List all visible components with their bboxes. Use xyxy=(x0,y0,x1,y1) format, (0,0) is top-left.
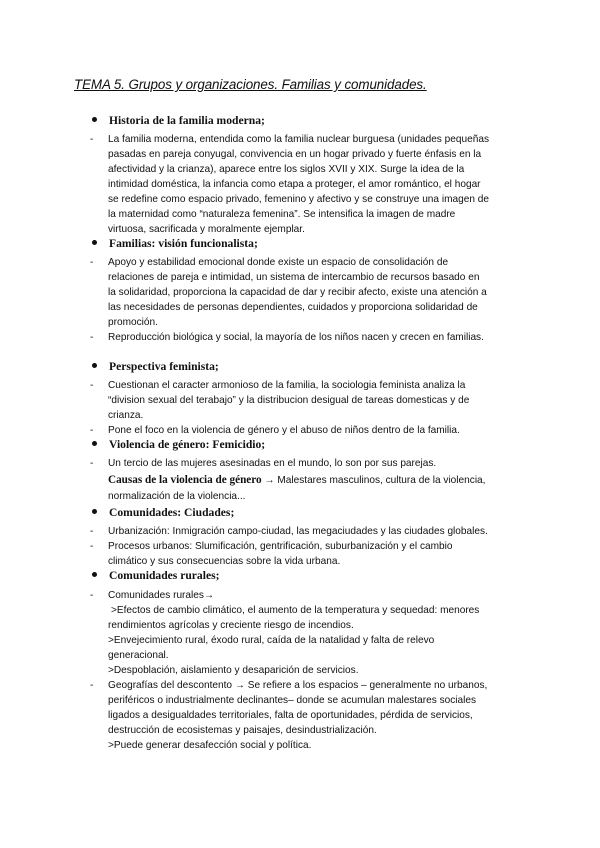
causes-label: Causas de la violencia de género xyxy=(108,474,262,486)
dash: - xyxy=(90,541,94,552)
text-line: climático y sus consecuencias sobre la vida urbana. xyxy=(108,556,341,567)
text-line: rendimientos agrícolas y creciente riesgo de incendios. xyxy=(108,620,354,631)
text-line: ligados a desigualdades territoriales, falta de oportunidades, pérdida de servicios, xyxy=(108,710,473,721)
section-heading: Historia de la familia moderna; xyxy=(92,114,265,127)
dash: - xyxy=(90,380,94,391)
text-line: la solidaridad, proporciona la capacidad de dar y recibir afecto, existe una atención a xyxy=(108,287,487,298)
dash: - xyxy=(90,257,94,268)
text-line: Pone el foco en la violencia de género y el abuso de niños dentro de la familia. xyxy=(108,425,460,436)
text-line: >Despoblación, aislamiento y desaparición de servicios. xyxy=(108,665,359,676)
bullet-icon xyxy=(92,509,97,514)
dash: - xyxy=(90,590,94,601)
section-heading: Violencia de género: Femicidio; xyxy=(92,438,265,451)
bullet-icon xyxy=(92,572,97,577)
dash: - xyxy=(90,134,94,145)
text-line: “division sexual del terabajo” y la distribucion desigual de tareas domesticas y de xyxy=(108,395,470,406)
bullet-icon xyxy=(92,117,97,122)
text-line: crianza. xyxy=(108,410,144,421)
text-line: generacional. xyxy=(108,650,169,661)
text-line: Cuestionan el caracter armonioso de la familia, la sociologia feminista analiza la xyxy=(108,380,466,391)
section-heading: Comunidades rurales; xyxy=(92,569,219,582)
text-line: Comunidades rurales→ xyxy=(108,590,215,601)
dash: - xyxy=(90,458,94,469)
bullet-icon xyxy=(92,240,97,245)
text-line: pasadas en pareja conyugal, convivencia en un hogar privado y fuerte énfasis en la xyxy=(108,149,482,160)
text-line: Geografías del descontento → Se refiere a los espacios – generalmente no urbanos, xyxy=(108,680,488,691)
text-line: >Puede generar desafección social y política. xyxy=(108,740,312,751)
text-line: relaciones de pareja e intimidad, un sistema de intercambio de recursos basado en xyxy=(108,272,480,283)
dash: - xyxy=(90,680,94,691)
causes-line xyxy=(108,473,485,489)
text-line: periféricos o industrialmente declinantes– donde se acumulan malestares sociales xyxy=(108,695,477,706)
text-line: virtuosa, sacrificada y moralmente ejemplar. xyxy=(108,224,305,235)
text-line: Apoyo y estabilidad emocional donde existe un espacio de consolidación de xyxy=(108,257,449,268)
causes-text: → Malestares masculinos, cultura de la violencia, xyxy=(264,475,486,486)
section-heading: Familias: visión funcionalista; xyxy=(92,237,258,250)
text-line: destrucción de ecosistemas y paisajes, desindustrialización. xyxy=(108,725,377,736)
text-line: Un tercio de las mujeres asesinadas en el mundo, lo son por sus parejas. xyxy=(108,458,437,469)
dash: - xyxy=(90,425,94,436)
text-line: las necesidades de personas dependientes, cuidados y proporciona solidaridad de xyxy=(108,302,478,313)
text-line: promoción. xyxy=(108,317,158,328)
text-line: intimidad doméstica, la infancia como etapa a proteger, el amor romántico, el hogar xyxy=(108,179,481,190)
bullet-icon xyxy=(92,441,97,446)
text-line: se redefine como espacio privado, femenino y afectivo y se construye una imagen de xyxy=(108,194,489,205)
text-line: Reproducción biológica y social, la mayoría de los niños nacen y crecen en familias. xyxy=(108,332,484,343)
section-heading: Comunidades: Ciudades; xyxy=(92,506,234,519)
text-line: Urbanización: Inmigración campo-ciudad, las megaciudades y las ciudades globales. xyxy=(108,526,488,537)
page-title: TEMA 5. Grupos y organizaciones. Familias y comunidades. xyxy=(74,77,427,92)
text-line: Procesos urbanos: Slumificación, gentrificación, suburbanización y el cambio xyxy=(108,541,453,552)
text-line: afectividad y la crianza), aparece entre los siglos XVII y XIX. Surge la idea de la xyxy=(108,164,465,175)
dash: - xyxy=(90,332,94,343)
text-line: normalización de la violencia... xyxy=(108,491,246,502)
section-heading: Perspectiva feminista; xyxy=(92,360,219,373)
text-line: >Efectos de cambio climático, el aumento de la temperatura y sequedad: menores xyxy=(111,605,480,616)
dash: - xyxy=(90,526,94,537)
bullet-icon xyxy=(92,363,97,368)
text-line: La familia moderna, entendida como la familia nuclear burguesa (unidades pequeñas xyxy=(108,134,489,145)
text-line: >Envejecimiento rural, éxodo rural, caída de la natalidad y falta de relevo xyxy=(108,635,435,646)
text-line: la maternidad como “naturaleza femenina”. Se intensifica la imagen de madre xyxy=(108,209,456,220)
